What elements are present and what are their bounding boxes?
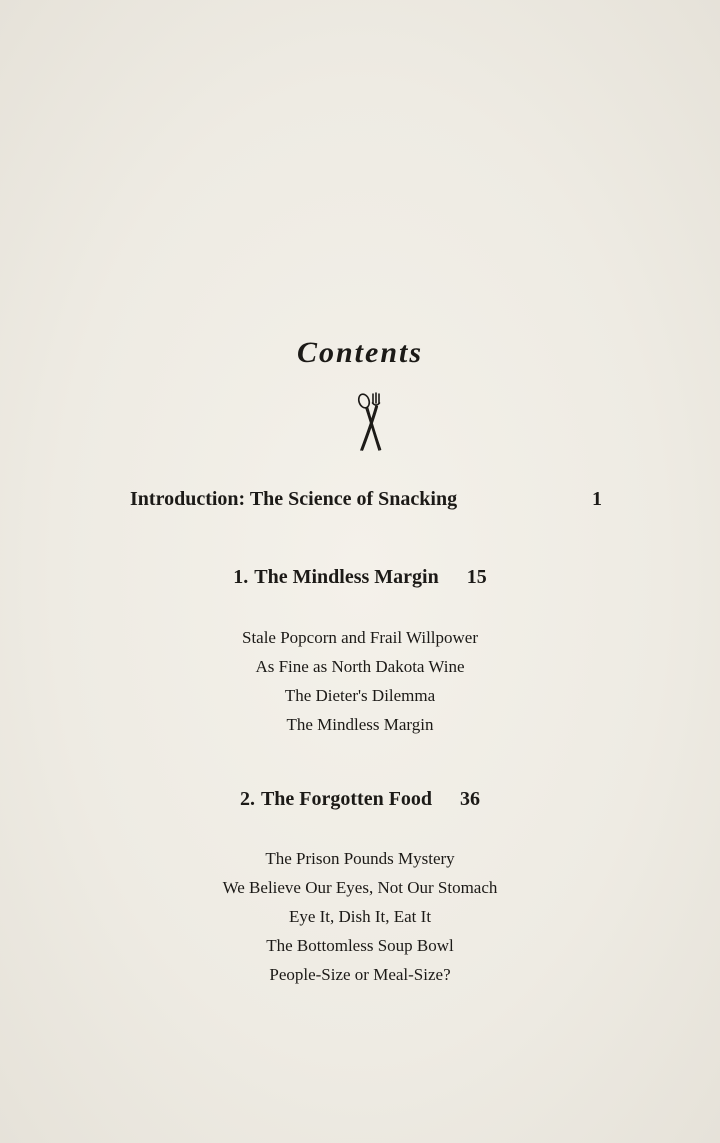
- chapter-page-number: 15: [466, 566, 487, 588]
- chapter-title: The Forgotten Food: [260, 788, 433, 810]
- section-entry[interactable]: Eye It, Dish It, Eat It: [288, 907, 432, 926]
- section-entry[interactable]: People-Size or Meal-Size?: [269, 965, 451, 984]
- introduction-page-number: 1: [592, 488, 602, 510]
- toc-introduction[interactable]: [130, 488, 610, 511]
- section-entry[interactable]: The Bottomless Soup Bowl: [266, 936, 454, 955]
- introduction-title: Introduction: The Science of Snacking: [130, 488, 458, 510]
- section-entry[interactable]: As Fine as North Dakota Wine: [255, 657, 465, 676]
- chapter-1-sections: [0, 623, 720, 739]
- section-entry[interactable]: Stale Popcorn and Frail Willpower: [241, 628, 479, 647]
- section-entry[interactable]: The Dieter's Dilemma: [284, 686, 436, 705]
- page-title: Contents: [296, 336, 424, 369]
- chapter-title: The Mindless Margin: [254, 566, 439, 588]
- chapter-number: 2.: [239, 788, 255, 810]
- section-entry[interactable]: We Believe Our Eyes, Not Our Stomach: [222, 878, 498, 897]
- chapter-page-number: 36: [460, 788, 481, 810]
- chapter-2-sections: [0, 844, 720, 989]
- crossed-fork-spoon-icon: [355, 392, 385, 454]
- section-entry[interactable]: The Mindless Margin: [286, 715, 434, 734]
- section-entry[interactable]: The Prison Pounds Mystery: [265, 849, 455, 868]
- toc-chapter-1[interactable]: [0, 566, 720, 589]
- toc-chapter-2[interactable]: [0, 788, 720, 811]
- chapter-number: 1.: [233, 566, 249, 588]
